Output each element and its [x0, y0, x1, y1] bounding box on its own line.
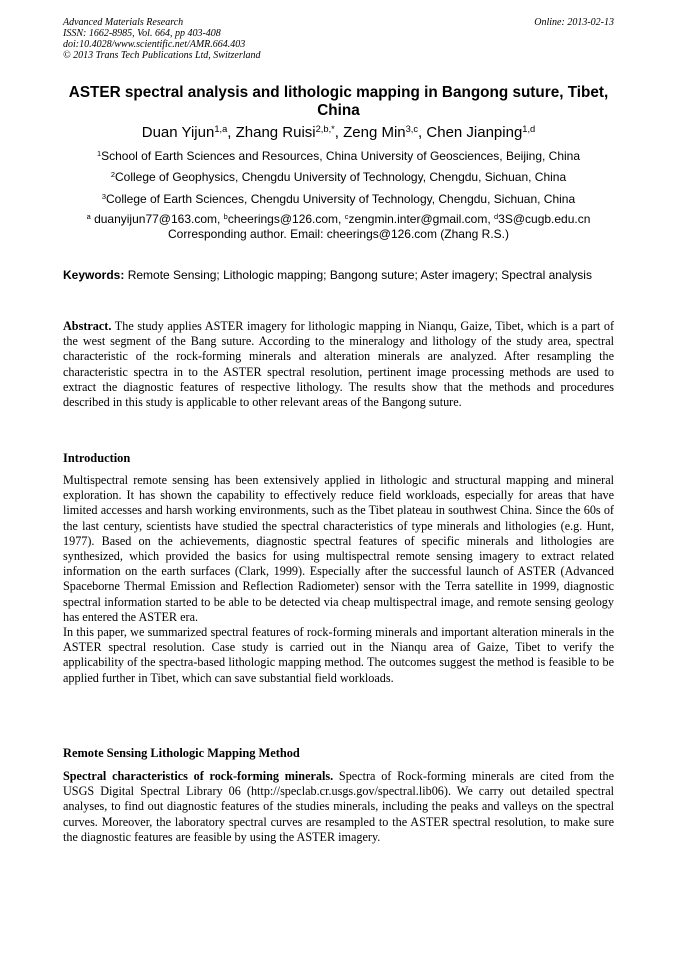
method-body: [63, 769, 614, 845]
author-list: Duan Yijun$^{1,a}$, Zhang Ruisi$^{2,b,*}$, Zeng Min$^{3,c}$, Chen Jianping$^{1,d}$: [141, 123, 536, 141]
keywords: [63, 268, 614, 283]
issn-line: ISSN: 1662-8985, Vol. 664, pp 403-408: [63, 28, 221, 39]
copyright-line: © 2013 Trans Tech Publications Ltd, Switzerland: [63, 50, 261, 61]
affiliation-1: $^1$School of Earth Sciences and Resources, China University of Geosciences, Beijing, China: [96, 148, 581, 163]
author-name: Chen Jianping: [426, 124, 523, 141]
affiliation-3: $^3$College of Earth Sciences, Chengdu University of Technology, Chengdu, Sichuan, China: [101, 191, 576, 206]
affiliation-2: $^2$College of Geophysics, Chengdu University of Technology, Chengdu, Sichuan, China: [110, 169, 567, 184]
abstract-label: Abstract.: [63, 319, 112, 333]
author-sup: 3,c: [405, 123, 419, 134]
journal-header: [63, 17, 614, 61]
author-name: Zeng Min: [343, 124, 406, 141]
author-sup: 2,b,*: [315, 123, 335, 134]
keywords-label: Keywords:: [63, 268, 125, 282]
subsection-lead: Spectral characteristics of rock-forming minerals.: [63, 769, 334, 783]
section-heading-method: Remote Sensing Lithologic Mapping Method: [63, 746, 300, 760]
email-line: $^a$ duanyijun77@163.com, $^b$cheerings@126.com, $^c$zengmin.inter@gmail.com, $^d$3S@cugb.edu.cn: [86, 211, 591, 226]
paragraph: Spectra of Rock-forming minerals are cited from the USGS Digital Spectral Library 06 (http://speclab.cr.usgs.gov/spectral.lib06). We carry out detailed spectral analyses, to find out diagnostic features of the studies minerals, including the peaks and valleys on the spectral curves. Moreover, the laboratory spectral curves are resampled to the ASTER spectral resolution, to make sure the diagnostic features are feasible by using the ASTER imagery.: [63, 769, 614, 844]
abstract: [63, 319, 614, 410]
email-block: [63, 212, 614, 242]
author-name: Zhang Ruisi: [235, 124, 316, 141]
author-sup: 1,d: [522, 123, 536, 134]
keywords-text: Remote Sensing; Lithologic mapping; Bangong suture; Aster imagery; Spectral analysis: [124, 268, 592, 282]
journal-name: Advanced Materials Research: [63, 17, 184, 28]
introduction-body: [63, 473, 614, 686]
author-name: Duan Yijun: [141, 124, 215, 141]
author-sup: 1,a: [214, 123, 228, 134]
doi-line: doi:10.4028/www.scientific.net/AMR.664.403: [63, 39, 246, 50]
paragraph: In this paper, we summarized spectral features of rock-forming minerals and important alteration minerals in the ASTER spectral resolution. Case study is carried out in the Nianqu area of Gaize, Tibet to verify the applicability of the spectra-based lithologic mapping method. The outcomes suggest the method is feasible to be applied further in Tibet, which can save substantial field workloads.: [63, 625, 614, 685]
online-date: Online: 2013-02-13: [534, 17, 614, 28]
section-heading-introduction: Introduction: [63, 451, 131, 465]
paragraph: Multispectral remote sensing has been extensively applied in lithologic and structural mapping and mineral exploration. It has shown the capability to effectively reduce field workloads, especially for areas that have limited accesses and harsh working environments, such as the Tibet plateau in southwest China. Since the 60s of the last century, scientists have studied the spectral characteristics of type minerals and lithologies (e.g. Hunt, 1977). Based on the achievements, diagnostic spectral features of specific minerals and lithologies are synthesized, which provided the basics for using multispectral remote sensing imagery to extract related information on the earth surfaces (Clark, 1999). Especially after the successful launch of ASTER (Advanced Spaceborne Thermal Emission and Reflection Radiometer) sensor with the Terra satellite in 1999, diagnostic spectral information started to be able to be detected via cheap multispectral image, and remote sensing geology has entered the ASTER era.: [63, 473, 614, 624]
corresponding-author: Corresponding author. Email: cheerings@126.com (Zhang R.S.): [167, 227, 509, 241]
abstract-text: The study applies ASTER imagery for lithologic mapping in Nianqu, Gaize, Tibet, which is a part of the west segment of the Bang suture. According to the mineralogy and lithology of the study area, spectral characteristic of the rock-forming minerals and alteration minerals are analyzed. After resampling the characteristic spectra in to the ASTER spectral resolution, pertinent image processing methods are used to extract the diagnostic features of respective lithology. The results show that the methods and procedures described in this study is applicable to other relevant areas of the Bangong suture.: [63, 319, 614, 410]
paper-title: ASTER spectral analysis and lithologic mapping in Bangong suture, Tibet, China: [68, 84, 609, 119]
